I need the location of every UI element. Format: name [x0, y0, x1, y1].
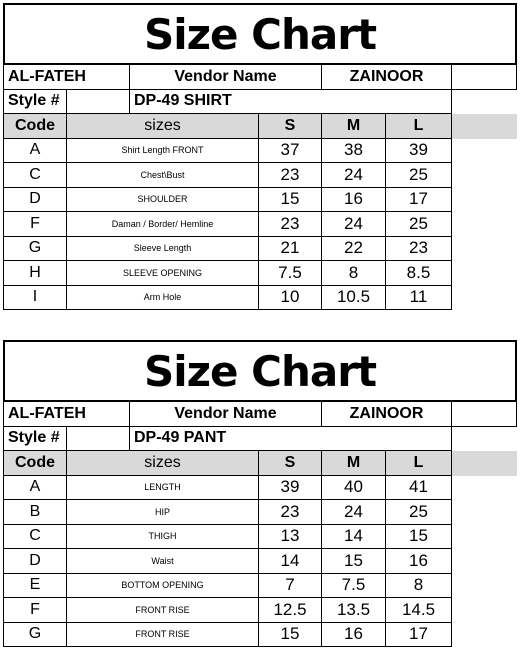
row-size-l: 17: [386, 623, 452, 648]
empty-cell: [67, 427, 130, 452]
row-size-l: 25: [386, 500, 452, 525]
row-size-l: 41: [386, 476, 452, 501]
brand-cell: AL-FATEH: [3, 65, 130, 90]
row-size-m: 24: [322, 500, 386, 525]
style-value-cell: DP-49 SHIRT: [130, 90, 452, 115]
row-code: D: [3, 549, 67, 574]
info-row-vendor: [3, 65, 517, 90]
size-chart-shirt: [3, 3, 517, 310]
table-row: [3, 549, 517, 574]
row-size-s: 21: [259, 237, 322, 262]
header-code: Code: [3, 114, 67, 139]
row-code: G: [3, 237, 67, 262]
table-row: [3, 525, 517, 550]
table-row: [3, 286, 517, 311]
row-size-m: 13.5: [322, 598, 386, 623]
style-value-cell: DP-49 PANT: [130, 427, 452, 452]
row-measurement: LENGTH: [67, 476, 259, 501]
table-row: [3, 476, 517, 501]
table-row: [3, 598, 517, 623]
table-row: [3, 237, 517, 262]
header-sizes: sizes: [67, 114, 259, 139]
row-size-s: 15: [259, 623, 322, 648]
empty-cell: [452, 65, 517, 90]
size-chart-pant: [3, 340, 517, 647]
row-code: D: [3, 188, 67, 213]
row-size-m: 40: [322, 476, 386, 501]
vendor-name-cell: ZAINOOR: [322, 65, 452, 90]
row-size-m: 16: [322, 188, 386, 213]
row-size-s: 10: [259, 286, 322, 311]
row-size-s: 23: [259, 500, 322, 525]
row-size-s: 7: [259, 574, 322, 599]
table-row: [3, 163, 517, 188]
row-measurement: Shirt Length FRONT: [67, 139, 259, 164]
header-l: L: [386, 114, 452, 139]
header-code: Code: [3, 451, 67, 476]
table-row: [3, 139, 517, 164]
row-code: I: [3, 286, 67, 311]
row-measurement: BOTTOM OPENING: [67, 574, 259, 599]
row-code: B: [3, 500, 67, 525]
vendor-label-cell: Vendor Name: [130, 402, 322, 427]
sheet-title: Size Chart: [3, 340, 517, 402]
row-size-s: 23: [259, 163, 322, 188]
row-code: H: [3, 261, 67, 286]
table-row: [3, 500, 517, 525]
empty-cell: [452, 402, 517, 427]
header-m: M: [322, 451, 386, 476]
row-size-s: 23: [259, 212, 322, 237]
row-measurement: Waist: [67, 549, 259, 574]
table-header: [3, 114, 517, 139]
table-row: [3, 212, 517, 237]
header-s: S: [259, 114, 322, 139]
sheet-title: Size Chart: [3, 3, 517, 65]
header-s: S: [259, 451, 322, 476]
row-size-l: 8: [386, 574, 452, 599]
info-row-vendor: [3, 402, 517, 427]
table-row: [3, 261, 517, 286]
row-size-l: 16: [386, 549, 452, 574]
row-measurement: Daman / Border/ Hemline: [67, 212, 259, 237]
row-code: F: [3, 598, 67, 623]
info-row-style: [3, 427, 517, 452]
table-body: [3, 476, 517, 648]
row-size-l: 25: [386, 163, 452, 188]
row-size-m: 38: [322, 139, 386, 164]
row-code: C: [3, 525, 67, 550]
row-size-l: 39: [386, 139, 452, 164]
style-label-cell: Style #: [3, 90, 67, 115]
table-row: [3, 623, 517, 648]
style-label-cell: Style #: [3, 427, 67, 452]
row-code: G: [3, 623, 67, 648]
row-code: A: [3, 476, 67, 501]
row-size-m: 8: [322, 261, 386, 286]
row-measurement: FRONT RISE: [67, 623, 259, 648]
row-measurement: HIP: [67, 500, 259, 525]
table-row: [3, 188, 517, 213]
row-size-l: 25: [386, 212, 452, 237]
row-measurement: FRONT RISE: [67, 598, 259, 623]
table-header: [3, 451, 517, 476]
row-measurement: THIGH: [67, 525, 259, 550]
row-size-m: 22: [322, 237, 386, 262]
row-size-m: 24: [322, 212, 386, 237]
row-code: C: [3, 163, 67, 188]
vendor-name-cell: ZAINOOR: [322, 402, 452, 427]
header-l: L: [386, 451, 452, 476]
brand-cell: AL-FATEH: [3, 402, 130, 427]
row-size-l: 8.5: [386, 261, 452, 286]
header-m: M: [322, 114, 386, 139]
row-size-l: 15: [386, 525, 452, 550]
row-size-m: 15: [322, 549, 386, 574]
vendor-label-cell: Vendor Name: [130, 65, 322, 90]
row-size-m: 7.5: [322, 574, 386, 599]
row-code: E: [3, 574, 67, 599]
empty-cell: [67, 90, 130, 115]
row-size-l: 11: [386, 286, 452, 311]
table-body: [3, 139, 517, 311]
row-measurement: Arm Hole: [67, 286, 259, 311]
row-size-l: 23: [386, 237, 452, 262]
row-measurement: Sleeve Length: [67, 237, 259, 262]
row-code: A: [3, 139, 67, 164]
row-code: F: [3, 212, 67, 237]
row-size-l: 14.5: [386, 598, 452, 623]
row-size-s: 15: [259, 188, 322, 213]
row-size-s: 12.5: [259, 598, 322, 623]
row-size-m: 10.5: [322, 286, 386, 311]
row-measurement: SLEEVE OPENING: [67, 261, 259, 286]
row-measurement: SHOULDER: [67, 188, 259, 213]
row-size-s: 39: [259, 476, 322, 501]
info-row-style: [3, 90, 517, 115]
row-size-s: 13: [259, 525, 322, 550]
row-size-s: 7.5: [259, 261, 322, 286]
row-size-s: 37: [259, 139, 322, 164]
row-measurement: Chest\Bust: [67, 163, 259, 188]
row-size-s: 14: [259, 549, 322, 574]
row-size-l: 17: [386, 188, 452, 213]
header-sizes: sizes: [67, 451, 259, 476]
row-size-m: 24: [322, 163, 386, 188]
table-row: [3, 574, 517, 599]
row-size-m: 16: [322, 623, 386, 648]
row-size-m: 14: [322, 525, 386, 550]
